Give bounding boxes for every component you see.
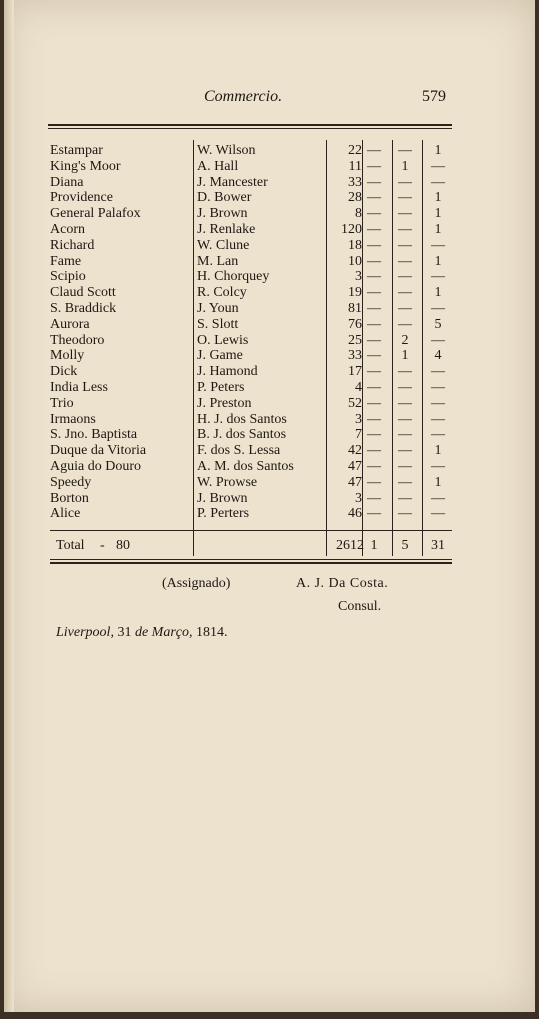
total-count: 80 bbox=[116, 538, 130, 553]
count-col-2: — bbox=[398, 475, 412, 490]
count-col-3: — bbox=[431, 333, 445, 348]
count-col-1: — bbox=[367, 475, 381, 490]
count-col-3: — bbox=[431, 301, 445, 316]
count-col-3: — bbox=[431, 506, 445, 521]
master-name: R. Colcy bbox=[197, 285, 247, 300]
count-col-2: — bbox=[398, 190, 412, 205]
ship-name: Aurora bbox=[50, 317, 90, 332]
count-col-1: — bbox=[367, 380, 381, 395]
count-col-3: — bbox=[431, 159, 445, 174]
table-row bbox=[4, 238, 535, 254]
total-rule bbox=[50, 530, 452, 531]
tonnage: 52 bbox=[348, 396, 362, 411]
count-col-2: — bbox=[398, 143, 412, 158]
table-row bbox=[4, 285, 535, 301]
document-page bbox=[4, 0, 535, 1012]
master-name: H. Chorquey bbox=[197, 269, 270, 284]
count-col-2: — bbox=[398, 459, 412, 474]
count-col-2: — bbox=[398, 206, 412, 221]
total-c2: 5 bbox=[401, 538, 409, 553]
tonnage: 33 bbox=[348, 175, 362, 190]
count-col-2: — bbox=[398, 269, 412, 284]
table-row bbox=[4, 443, 535, 459]
count-col-1: — bbox=[367, 175, 381, 190]
count-col-3: — bbox=[431, 459, 445, 474]
tonnage: 17 bbox=[348, 364, 362, 379]
count-col-2: 1 bbox=[401, 159, 409, 174]
master-name: W. Wilson bbox=[197, 143, 256, 158]
master-name: J. Preston bbox=[197, 396, 252, 411]
date-de: de bbox=[134, 625, 149, 640]
table-row bbox=[4, 427, 535, 443]
master-name: A. Hall bbox=[197, 159, 239, 174]
count-col-1: — bbox=[367, 412, 381, 427]
count-col-2: — bbox=[398, 506, 412, 521]
signature-name: A. J. Da Costa. bbox=[296, 576, 389, 591]
ship-name: Dick bbox=[50, 364, 78, 379]
master-name: S. Slott bbox=[197, 317, 239, 332]
count-col-1: — bbox=[367, 269, 381, 284]
count-col-1: — bbox=[367, 301, 381, 316]
top-rule-thin bbox=[48, 128, 452, 129]
ship-name: Fame bbox=[50, 254, 82, 269]
master-name: D. Bower bbox=[197, 190, 252, 205]
place-name: Liverpool, bbox=[56, 625, 114, 640]
tonnage: 19 bbox=[348, 285, 362, 300]
count-col-3: — bbox=[431, 380, 445, 395]
tonnage: 7 bbox=[355, 427, 362, 442]
tonnage: 3 bbox=[355, 491, 362, 506]
master-name: J. Youn bbox=[197, 301, 239, 316]
count-col-2: — bbox=[398, 364, 412, 379]
table-row bbox=[4, 206, 535, 222]
ship-name: Irmaons bbox=[50, 412, 96, 427]
master-name: J. Brown bbox=[197, 491, 248, 506]
master-name: J. Game bbox=[197, 348, 243, 363]
ship-name: Richard bbox=[50, 238, 95, 253]
count-col-3: — bbox=[431, 175, 445, 190]
count-col-2: — bbox=[398, 238, 412, 253]
table-row bbox=[4, 475, 535, 491]
ship-name: Molly bbox=[50, 348, 85, 363]
count-col-1: — bbox=[367, 222, 381, 237]
master-name: P. Perters bbox=[197, 506, 250, 521]
table-row bbox=[4, 396, 535, 412]
count-col-1: — bbox=[367, 364, 381, 379]
tonnage: 42 bbox=[348, 443, 362, 458]
ship-name: Borton bbox=[50, 491, 89, 506]
bottom-rule-thick bbox=[50, 562, 452, 564]
ship-name: Providence bbox=[50, 190, 113, 205]
master-name: J. Mancester bbox=[197, 175, 268, 190]
count-col-2: — bbox=[398, 380, 412, 395]
count-col-3: — bbox=[431, 491, 445, 506]
count-col-2: — bbox=[398, 301, 412, 316]
master-name: A. M. dos Santos bbox=[197, 459, 294, 474]
tonnage: 28 bbox=[348, 190, 362, 205]
signature-label: (Assignado) bbox=[162, 576, 231, 591]
count-col-2: — bbox=[398, 443, 412, 458]
count-col-2: — bbox=[398, 427, 412, 442]
tonnage: 76 bbox=[348, 317, 362, 332]
ship-name: Acorn bbox=[50, 222, 85, 237]
table-row bbox=[4, 222, 535, 238]
count-col-3: 1 bbox=[434, 285, 442, 300]
count-col-3: — bbox=[431, 364, 445, 379]
table-row bbox=[4, 348, 535, 364]
page-number: 579 bbox=[422, 88, 446, 105]
table-row bbox=[4, 364, 535, 380]
count-col-2: — bbox=[398, 412, 412, 427]
table-row bbox=[4, 506, 535, 522]
count-col-3: — bbox=[431, 396, 445, 411]
count-col-3: — bbox=[431, 427, 445, 442]
total-tons: 2612 bbox=[336, 538, 364, 553]
count-col-3: — bbox=[431, 412, 445, 427]
table-row bbox=[4, 190, 535, 206]
count-col-3: — bbox=[431, 269, 445, 284]
table-row bbox=[4, 301, 535, 317]
ship-name: S. Jno. Baptista bbox=[50, 427, 138, 442]
table-row bbox=[4, 159, 535, 175]
count-col-3: 4 bbox=[434, 348, 442, 363]
table-row bbox=[4, 269, 535, 285]
total-label: Total bbox=[56, 538, 85, 553]
date-year: 1814. bbox=[196, 625, 228, 640]
master-name: W. Prowse bbox=[197, 475, 258, 490]
date-day: 31 bbox=[117, 625, 132, 640]
count-col-2: — bbox=[398, 254, 412, 269]
count-col-1: — bbox=[367, 459, 381, 474]
master-name: J. Renlake bbox=[197, 222, 256, 237]
page-header-title: Commercio. bbox=[204, 88, 283, 105]
table-row bbox=[4, 317, 535, 333]
tonnage: 120 bbox=[341, 222, 362, 237]
ship-name: Diana bbox=[50, 175, 84, 190]
ship-name: Speedy bbox=[50, 475, 92, 490]
count-col-1: — bbox=[367, 348, 381, 363]
master-name: H. J. dos Santos bbox=[197, 412, 287, 427]
tonnage: 4 bbox=[355, 380, 362, 395]
count-col-1: — bbox=[367, 317, 381, 332]
count-col-1: — bbox=[367, 206, 381, 221]
tonnage: 3 bbox=[355, 412, 362, 427]
tonnage: 25 bbox=[348, 333, 362, 348]
table-row bbox=[4, 380, 535, 396]
count-col-3: 1 bbox=[434, 190, 442, 205]
master-name: M. Lan bbox=[197, 254, 239, 269]
ship-name: Trio bbox=[50, 396, 74, 411]
tonnage: 47 bbox=[348, 475, 362, 490]
tonnage: 10 bbox=[348, 254, 362, 269]
table-row bbox=[4, 333, 535, 349]
tonnage: 3 bbox=[355, 269, 362, 284]
count-col-3: — bbox=[431, 238, 445, 253]
count-col-1: — bbox=[367, 159, 381, 174]
count-col-2: 1 bbox=[401, 348, 409, 363]
ship-name: Theodoro bbox=[50, 333, 105, 348]
count-col-2: — bbox=[398, 285, 412, 300]
table-row bbox=[4, 254, 535, 270]
ship-name: India Less bbox=[50, 380, 108, 395]
ship-name: Estampar bbox=[50, 143, 103, 158]
table-row bbox=[4, 175, 535, 191]
master-name: F. dos S. Lessa bbox=[197, 443, 281, 458]
count-col-1: — bbox=[367, 285, 381, 300]
master-name: B. J. dos Santos bbox=[197, 427, 287, 442]
table-row bbox=[4, 143, 535, 159]
count-col-3: 1 bbox=[434, 254, 442, 269]
master-name: W. Clune bbox=[197, 238, 250, 253]
table-row bbox=[4, 412, 535, 428]
table-row bbox=[4, 459, 535, 475]
count-col-2: — bbox=[398, 222, 412, 237]
count-col-1: — bbox=[367, 443, 381, 458]
tonnage: 8 bbox=[355, 206, 362, 221]
ship-name: S. Braddick bbox=[50, 301, 117, 316]
total-c1: 1 bbox=[370, 538, 378, 553]
master-name: P. Peters bbox=[197, 380, 245, 395]
count-col-2: — bbox=[398, 491, 412, 506]
count-col-3: 5 bbox=[434, 317, 442, 332]
tonnage: 22 bbox=[348, 143, 362, 158]
ship-name: Duque da Vitoria bbox=[50, 443, 147, 458]
signature-title: Consul. bbox=[338, 599, 382, 614]
count-col-2: — bbox=[398, 396, 412, 411]
count-col-3: 1 bbox=[434, 443, 442, 458]
top-rule-thick bbox=[48, 124, 452, 126]
ship-name: Scipio bbox=[50, 269, 86, 284]
ship-name: General Palafox bbox=[50, 206, 141, 221]
count-col-1: — bbox=[367, 238, 381, 253]
tonnage: 11 bbox=[348, 159, 362, 174]
master-name: J. Brown bbox=[197, 206, 248, 221]
count-col-2: 2 bbox=[401, 333, 409, 348]
ship-name: Aguia do Douro bbox=[50, 459, 141, 474]
bottom-rule-thin bbox=[50, 559, 452, 560]
tonnage: 47 bbox=[348, 459, 362, 474]
tonnage: 81 bbox=[348, 301, 362, 316]
count-col-1: — bbox=[367, 333, 381, 348]
tonnage: 18 bbox=[348, 238, 362, 253]
total-c3: 31 bbox=[431, 538, 445, 553]
count-col-3: 1 bbox=[434, 206, 442, 221]
tonnage: 33 bbox=[348, 348, 362, 363]
count-col-3: 1 bbox=[434, 143, 442, 158]
ship-name: Alice bbox=[50, 506, 81, 521]
tonnage: 46 bbox=[348, 506, 362, 521]
count-col-1: — bbox=[367, 396, 381, 411]
count-col-1: — bbox=[367, 143, 381, 158]
ship-name: Claud Scott bbox=[50, 285, 116, 300]
table-row bbox=[4, 491, 535, 507]
count-col-2: — bbox=[398, 317, 412, 332]
count-col-1: — bbox=[367, 190, 381, 205]
count-col-1: — bbox=[367, 491, 381, 506]
date-month: Março, bbox=[151, 625, 193, 640]
count-col-1: — bbox=[367, 427, 381, 442]
ship-name: King's Moor bbox=[50, 159, 121, 174]
master-name: O. Lewis bbox=[197, 333, 249, 348]
total-dot: - bbox=[100, 538, 105, 553]
count-col-2: — bbox=[398, 175, 412, 190]
count-col-3: 1 bbox=[434, 222, 442, 237]
count-col-1: — bbox=[367, 254, 381, 269]
total-row bbox=[4, 537, 535, 555]
count-col-3: 1 bbox=[434, 475, 442, 490]
master-name: J. Hamond bbox=[197, 364, 258, 379]
place-date bbox=[56, 625, 228, 641]
count-col-1: — bbox=[367, 506, 381, 521]
